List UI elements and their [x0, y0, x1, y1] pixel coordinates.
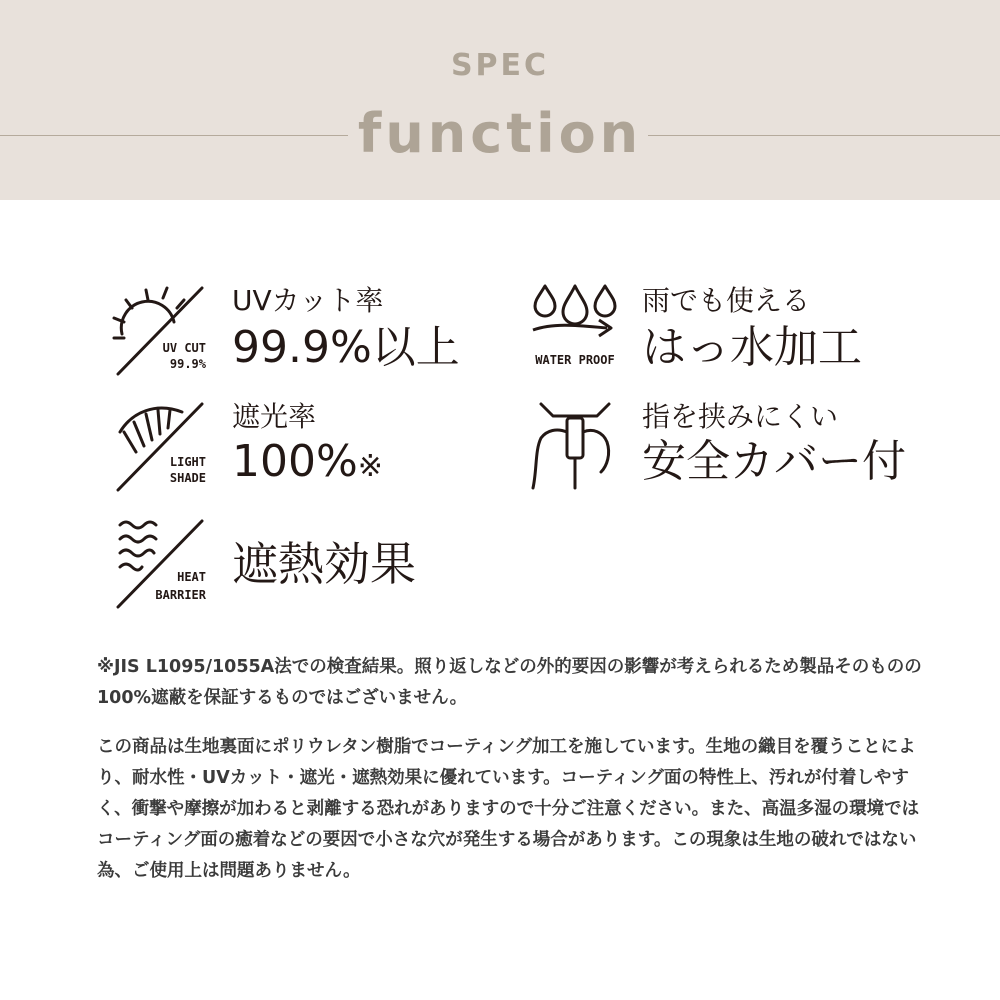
spec-label: SPEC	[450, 48, 550, 83]
safety-cover-value: 安全カバー付	[642, 436, 906, 487]
uv-cut-caption: UVカット率	[232, 284, 384, 317]
feature-water-proof	[527, 282, 887, 382]
light-shade-value-wrap	[232, 436, 383, 493]
uv-cut-value: 99.9%以上	[232, 322, 460, 373]
water-proof-icon-label: WATER PROOF	[535, 353, 615, 367]
light-shade-note-mark: ※	[357, 449, 383, 484]
light-shade-icon-label-2: SHADE	[169, 471, 206, 485]
heat-barrier-icon-label-2: BARRIER	[155, 588, 206, 602]
divider-right	[648, 135, 1000, 136]
uv-cut-icon-label: UV CUT	[162, 341, 206, 355]
light-shade-value: 100%	[232, 436, 358, 487]
light-shade-icon-label: LIGHT	[169, 455, 206, 469]
water-drops-icon	[527, 282, 623, 378]
water-proof-caption: 雨でも使える	[642, 284, 811, 317]
water-proof-value: はっ水加工	[642, 322, 862, 373]
header-banner	[0, 0, 1000, 200]
feature-safety-cover	[527, 398, 906, 498]
page-title: function	[357, 102, 643, 165]
feature-heat-barrier	[112, 515, 472, 615]
heat-barrier-icon	[112, 515, 208, 611]
coating-note	[97, 732, 927, 887]
coating-note-text: この商品は生地裏面にポリウレタン樹脂でコーティング加工を施しています。生地の織目を覆うことにより、耐水性・UVカット・遮光・遮熱効果に優れています。コーティング面の特性上、汚れが付着しやすく、衝撃や摩擦が加わると剥離する恐れがありますので十分ご注意ください。また、高温多湿の環境ではコーティング面の癒着などの要因で小さな穴が発生する場合があります。この現象は生地の破れではない為、ご使用上は問題ありません。	[97, 737, 920, 881]
light-shade-caption: 遮光率	[232, 400, 317, 433]
feature-light-shade	[112, 398, 472, 498]
safety-cover-caption: 指を挟みにくい	[642, 400, 839, 433]
light-shade-icon	[112, 398, 208, 494]
heat-barrier-caption: 遮熱効果	[232, 537, 416, 591]
uv-cut-icon-value: 99.9%	[169, 357, 206, 371]
footnote-text: ※JIS L1095/1055A法での検査結果。照り返しなどの外的要因の影響が考えられるため製品そのものの100%遮蔽を保証するものではございません。	[97, 657, 922, 708]
safety-cover-icon	[527, 398, 623, 494]
feature-uv-cut	[112, 282, 472, 382]
uv-cut-icon	[112, 282, 208, 378]
footnote	[97, 652, 927, 714]
heat-barrier-icon-label: HEAT	[177, 570, 206, 584]
